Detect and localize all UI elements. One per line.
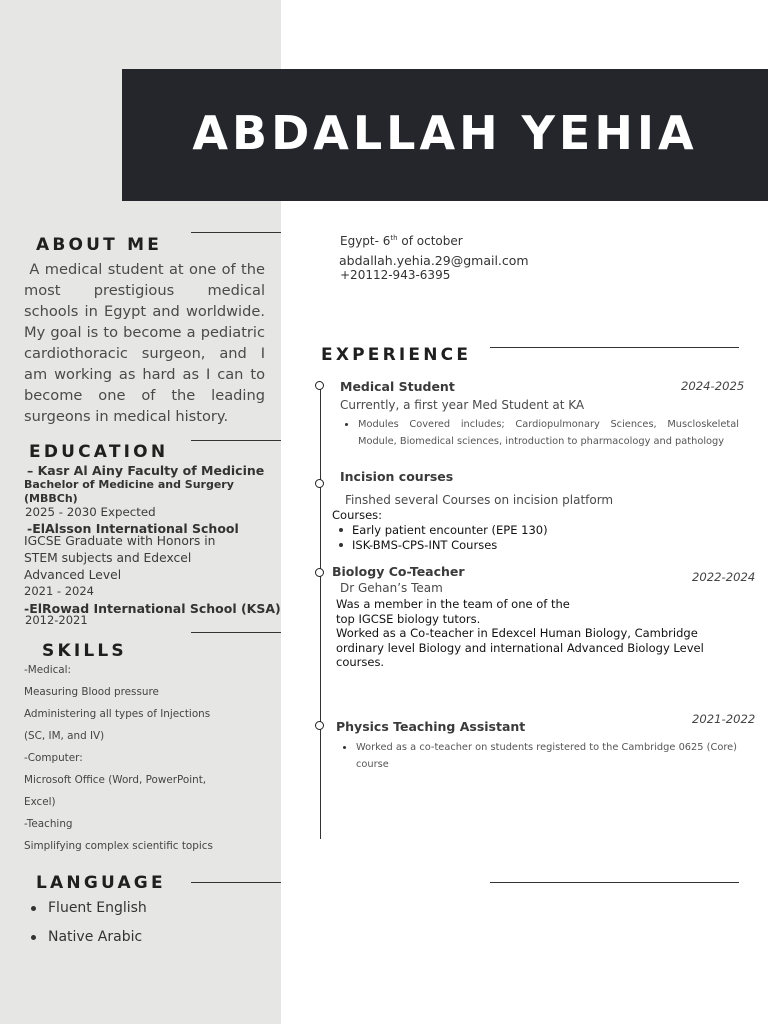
- skill-item: Simplifying complex scientific topics: [24, 840, 213, 852]
- bullet-icon: [31, 935, 36, 940]
- skill-item: Measuring Blood pressure: [24, 686, 159, 698]
- education-line: IGCSE Graduate with Honors in: [24, 534, 216, 548]
- bullet-icon: [339, 543, 343, 547]
- language-rule: [191, 882, 281, 883]
- bottom-rule: [490, 882, 739, 883]
- skills-rule: [191, 632, 281, 633]
- contact-location: Egypt- 6th of october: [340, 234, 463, 248]
- bullet-icon: [343, 746, 346, 749]
- language-item: Fluent English: [48, 900, 147, 916]
- job-title: Biology Co-Teacher: [332, 564, 465, 579]
- candidate-name: ABDALLAH YEHIA: [192, 106, 698, 160]
- job-date: 2021-2022: [692, 712, 756, 726]
- bullet-icon: [345, 423, 348, 426]
- education-line: 2021 - 2024: [24, 584, 94, 598]
- education-line: Bachelor of Medicine and Surgery: [24, 478, 234, 491]
- job-subtitle: Dr Gehan’s Team: [340, 581, 443, 595]
- education-line: (MBBCh): [24, 492, 78, 505]
- experience-rule: [490, 347, 739, 348]
- education-line: -ElAlsson International School: [27, 521, 239, 536]
- timeline-dot-icon: [315, 479, 324, 488]
- contact-phone: +20112-943-6395: [340, 268, 451, 282]
- job-date: 2024-2025: [681, 379, 745, 393]
- job-detail: Modules Covered includes; Cardiopulmonary Sciences, Muscloskeletal Module, Biomedical sciences, introduction to pharmacology and pathology: [358, 419, 739, 447]
- education-line: Advanced Level: [24, 568, 122, 582]
- job-date: 2022-2024: [692, 570, 756, 584]
- bullet-icon: [339, 528, 343, 532]
- about-text: A medical student at one of the most prestigious medical schools in Egypt and worldwide. My goal is to become a pediatric cardiothoracic surgeon, and I am working as hard as I can to become one of the leading surgeons in medical history.: [24, 261, 266, 425]
- job-detail: Worked as a co-teacher on students registered to the Cambridge 0625 (Core) course: [356, 742, 737, 770]
- skill-item: Microsoft Office (Word, PowerPoint,: [24, 774, 207, 786]
- education-line: 2012-2021: [25, 613, 88, 627]
- skill-item: -Teaching: [24, 818, 73, 830]
- job-title: Physics Teaching Assistant: [336, 719, 526, 734]
- language-item: Native Arabic: [48, 929, 143, 945]
- job-title: Incision courses: [340, 469, 454, 484]
- skill-item: (SC, IM, and IV): [24, 730, 105, 742]
- skill-item: -Computer:: [24, 752, 83, 764]
- skill-item: -Medical:: [24, 664, 72, 676]
- job-label: Courses:: [332, 508, 383, 522]
- experience-title: EXPERIENCE: [321, 345, 472, 365]
- education-line: – Kasr Al Ainy Faculty of Medicine: [27, 463, 265, 478]
- skill-item: Administering all types of Injections: [24, 708, 211, 720]
- job-line: Was a member in the team of one of the: [336, 597, 570, 611]
- job-line: Worked as a Co-teacher in Edexcel Human Biology, Cambridge: [336, 626, 698, 640]
- job-line: ordinary level Biology and international Advanced Biology Level: [336, 641, 704, 655]
- skills-title: SKILLS: [42, 641, 127, 661]
- about-title: ABOUT ME: [36, 235, 163, 255]
- education-line: STEM subjects and Edexcel: [24, 551, 192, 565]
- job-line: top IGCSE biology tutors.: [336, 612, 481, 626]
- timeline-dot-icon: [315, 568, 324, 577]
- job-line: courses.: [336, 655, 385, 669]
- job-subtitle: Finshed several Courses on incision platform: [345, 493, 614, 507]
- job-subtitle: Currently, a first year Med Student at KA: [340, 398, 585, 412]
- job-list-item: ISK-BMS-CPS-INT Courses: [352, 538, 498, 552]
- about-rule: [191, 232, 281, 233]
- education-rule: [191, 440, 281, 441]
- job-title: Medical Student: [340, 379, 455, 394]
- contact-email: abdallah.yehia.29@gmail.com: [339, 253, 529, 268]
- language-title: LANGUAGE: [36, 873, 166, 893]
- timeline-dot-icon: [315, 721, 324, 730]
- timeline-line: [320, 386, 321, 839]
- education-line: -ElRowad International School (KSA): [24, 601, 281, 616]
- timeline-dot-icon: [315, 381, 324, 390]
- job-list-item: Early patient encounter (EPE 130): [352, 523, 548, 537]
- education-line: 2025 - 2030 Expected: [25, 505, 156, 519]
- bullet-icon: [31, 906, 36, 911]
- skill-item: Excel): [24, 796, 56, 808]
- education-title: EDUCATION: [29, 442, 169, 462]
